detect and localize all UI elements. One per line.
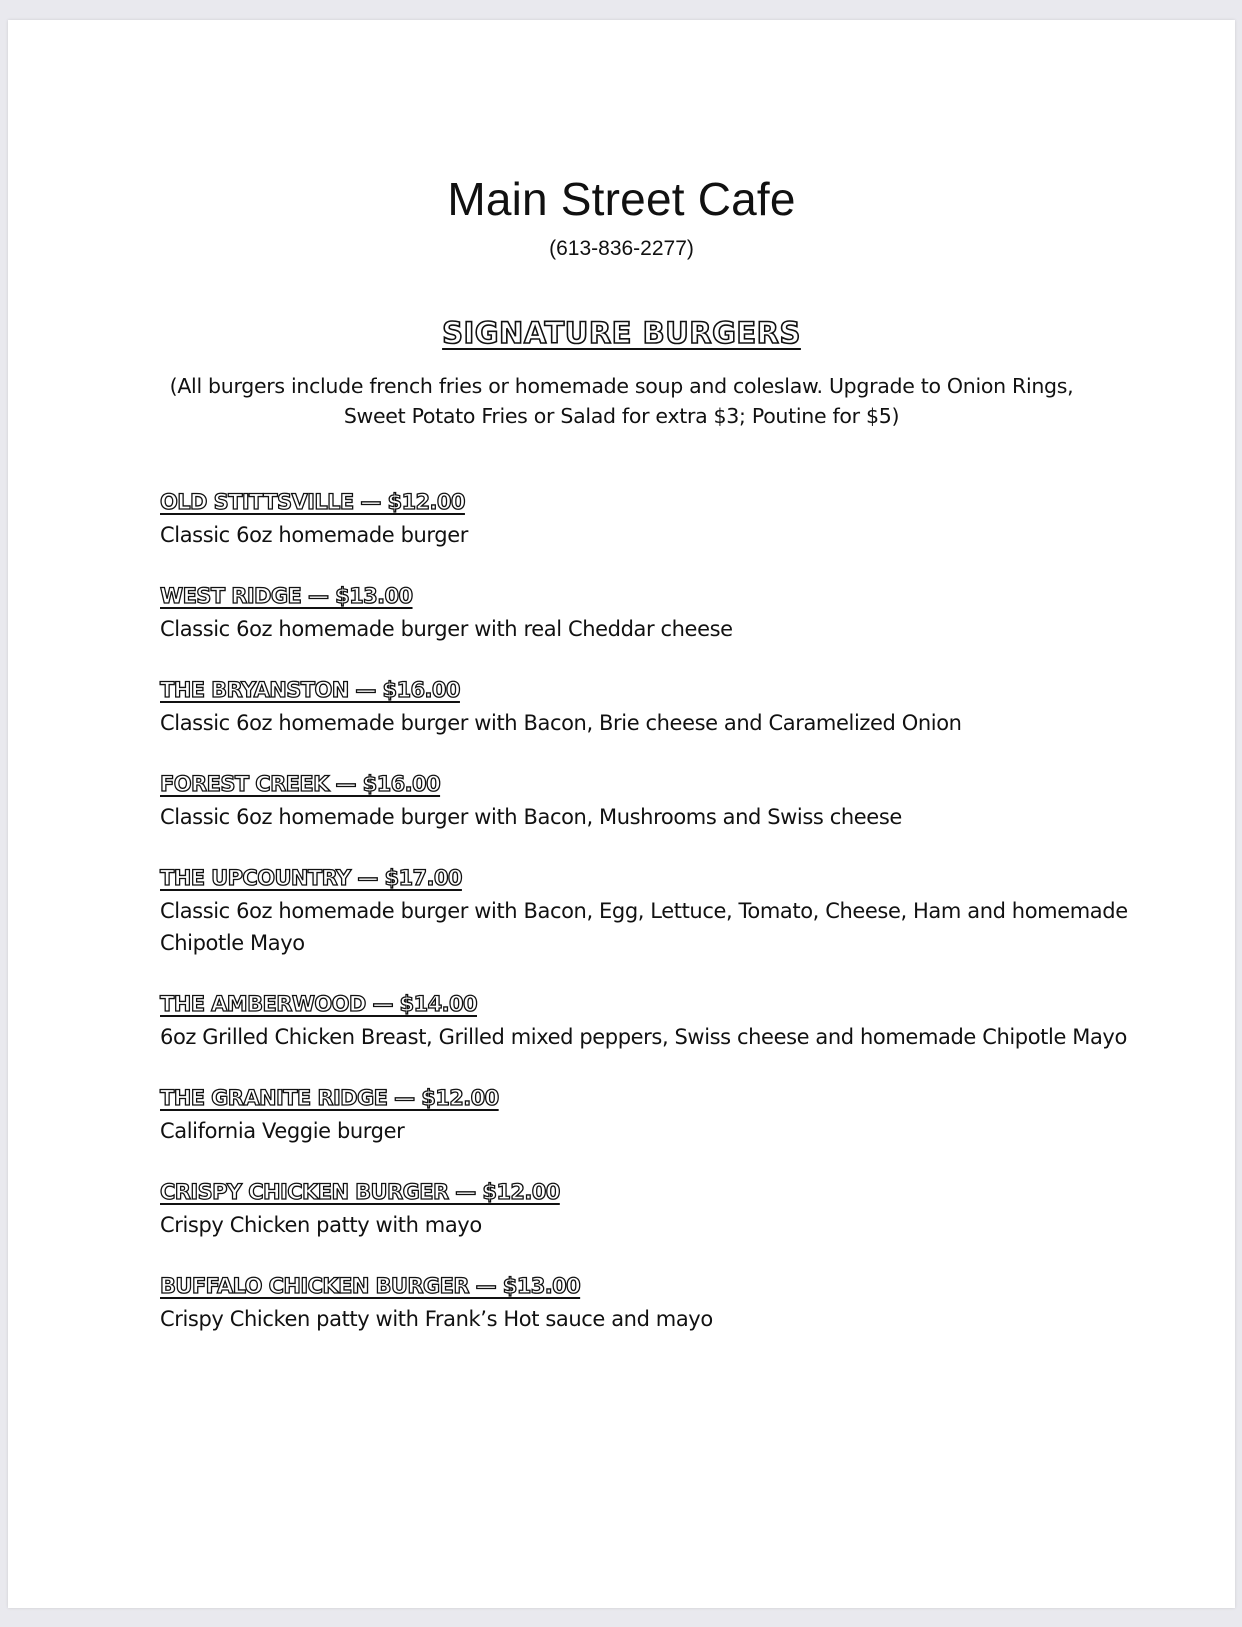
menu-item xyxy=(160,1177,1160,1241)
menu-item-description: Classic 6oz homemade burger xyxy=(160,523,468,547)
menu-item-heading: BUFFALO CHICKEN BURGER — $13.00 xyxy=(160,1274,581,1298)
menu-item-heading: FOREST CREEK — $16.00 xyxy=(160,772,441,796)
menu-item-description: Classic 6oz homemade burger with Bacon, Mushrooms and Swiss cheese xyxy=(160,805,902,829)
menu-item-description: Classic 6oz homemade burger with Bacon, Egg, Lettuce, Tomato, Cheese, Ham and homemade Chipotle Mayo xyxy=(160,899,1128,955)
menu-list xyxy=(160,487,1160,1365)
menu-item xyxy=(160,863,1160,959)
menu-item-heading: THE BRYANSTON — $16.00 xyxy=(160,678,460,702)
menu-item-description: Classic 6oz homemade burger with real Cheddar cheese xyxy=(160,617,733,641)
menu-item-description: California Veggie burger xyxy=(160,1119,405,1143)
page-title: Main Street Cafe xyxy=(447,173,796,225)
menu-item-description: Crispy Chicken patty with mayo xyxy=(160,1213,482,1237)
phone-number: (613-836-2277) xyxy=(549,237,694,260)
menu-item-heading: WEST RIDGE — $13.00 xyxy=(160,584,413,608)
menu-item xyxy=(160,989,1160,1053)
menu-item xyxy=(160,675,1160,739)
menu-item-heading: CRISPY CHICKEN BURGER — $12.00 xyxy=(160,1180,560,1204)
menu-item-description: 6oz Grilled Chicken Breast, Grilled mixed peppers, Swiss cheese and homemade Chipotle Mayo xyxy=(160,1025,1127,1049)
menu-item-heading: THE AMBERWOOD — $14.00 xyxy=(160,992,477,1016)
menu-item xyxy=(160,769,1160,833)
menu-item xyxy=(160,581,1160,645)
menu-item-heading: THE GRANITE RIDGE — $12.00 xyxy=(160,1086,499,1110)
section-note: (All burgers include french fries or homemade soup and coleslaw. Upgrade to Onion Rings, Sweet Potato Fries or Salad for extra $3; Poutine for $5) xyxy=(169,374,1074,428)
menu-item xyxy=(160,1271,1160,1335)
menu-item-description: Classic 6oz homemade burger with Bacon, Brie cheese and Caramelized Onion xyxy=(160,711,962,735)
menu-item xyxy=(160,487,1160,551)
menu-item-description: Crispy Chicken patty with Frank’s Hot sauce and mayo xyxy=(160,1307,713,1331)
menu-page xyxy=(8,20,1235,1608)
menu-item-heading: OLD STITTSVILLE — $12.00 xyxy=(160,490,465,514)
menu-item xyxy=(160,1083,1160,1147)
section-heading: SIGNATURE BURGERS xyxy=(442,316,801,350)
menu-item-heading: THE UPCOUNTRY — $17.00 xyxy=(160,866,462,890)
